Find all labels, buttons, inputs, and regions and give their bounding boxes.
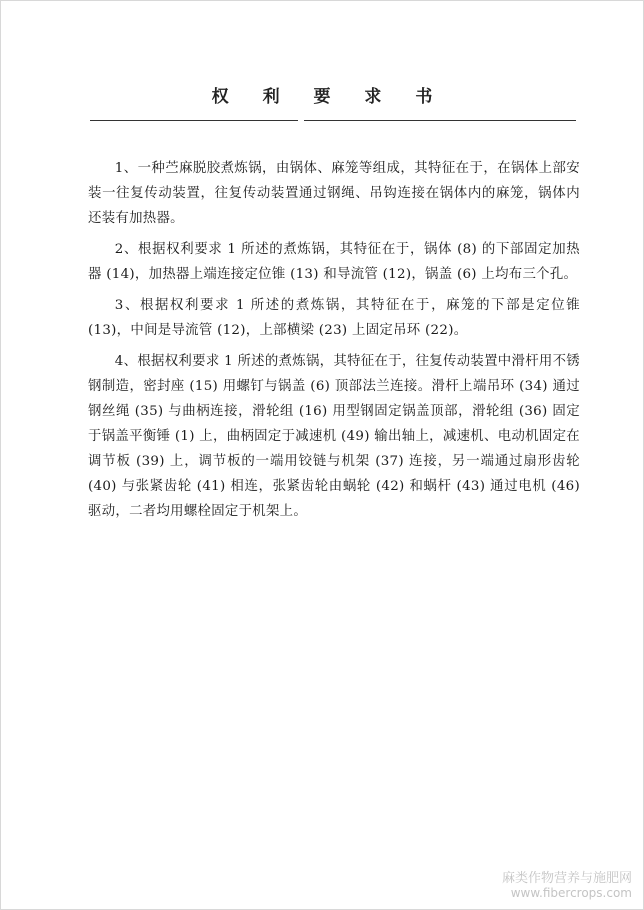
claims-section (88, 156, 580, 530)
watermark (452, 871, 632, 900)
title-underline-right (304, 120, 576, 121)
title-underline-left (90, 120, 298, 121)
watermark-url: www.fibercrops.com (510, 886, 632, 900)
page-title: 权 利 要 求 书 (211, 87, 447, 107)
claim-1: 1、一种苎麻脱胶煮炼锅，由锅体、麻笼等组成，其特征在于，在锅体上部安装一往复传动装置，往复传动装置通过钢绳、吊钩连接在锅体内的麻笼，锅体内还装有加热器。 (88, 161, 580, 226)
claim-4: 4、根据权利要求 1 所述的煮炼锅，其特征在于，往复传动装置中滑杆用不锈钢制造，密封座 (15) 用螺钉与锅盖 (6) 顶部法兰连接。滑杆上端吊环 (34) 通过钢丝绳 (35) 与曲柄连接，滑轮组 (16) 用型钢固定锅盖顶部，滑轮组 (36) 固定于锅盖平衡锤 (1) 上，曲柄固定于减速机 (49) 输出轴上，减速机、电动机固定在调节板 (39) 上，调节板的一端用铰链与机架 (37) 连接，另一端通过扇形齿轮 (40) 与张紧齿轮 (41) 相连，张紧齿轮由蜗轮 (42) 和蜗杆 (43) 通过电机 (46) 驱动，二者均用螺栓固定于机架上。 (88, 354, 580, 519)
watermark-site-name: 麻类作物营养与施肥网 (501, 871, 632, 886)
claim-3: 3、根据权利要求 1 所述的煮炼锅，其特征在于，麻笼的下部是定位锥 (13)，中间是导流管 (12)，上部横梁 (23) 上固定吊环 (22)。 (88, 298, 580, 338)
claim-2: 2、根据权利要求 1 所述的煮炼锅，其特征在于，锅体 (8) 的下部固定加热器 (14)，加热器上端连接定位锥 (13) 和导流管 (12)，锅盖 (6) 上均布三个孔。 (88, 242, 580, 282)
